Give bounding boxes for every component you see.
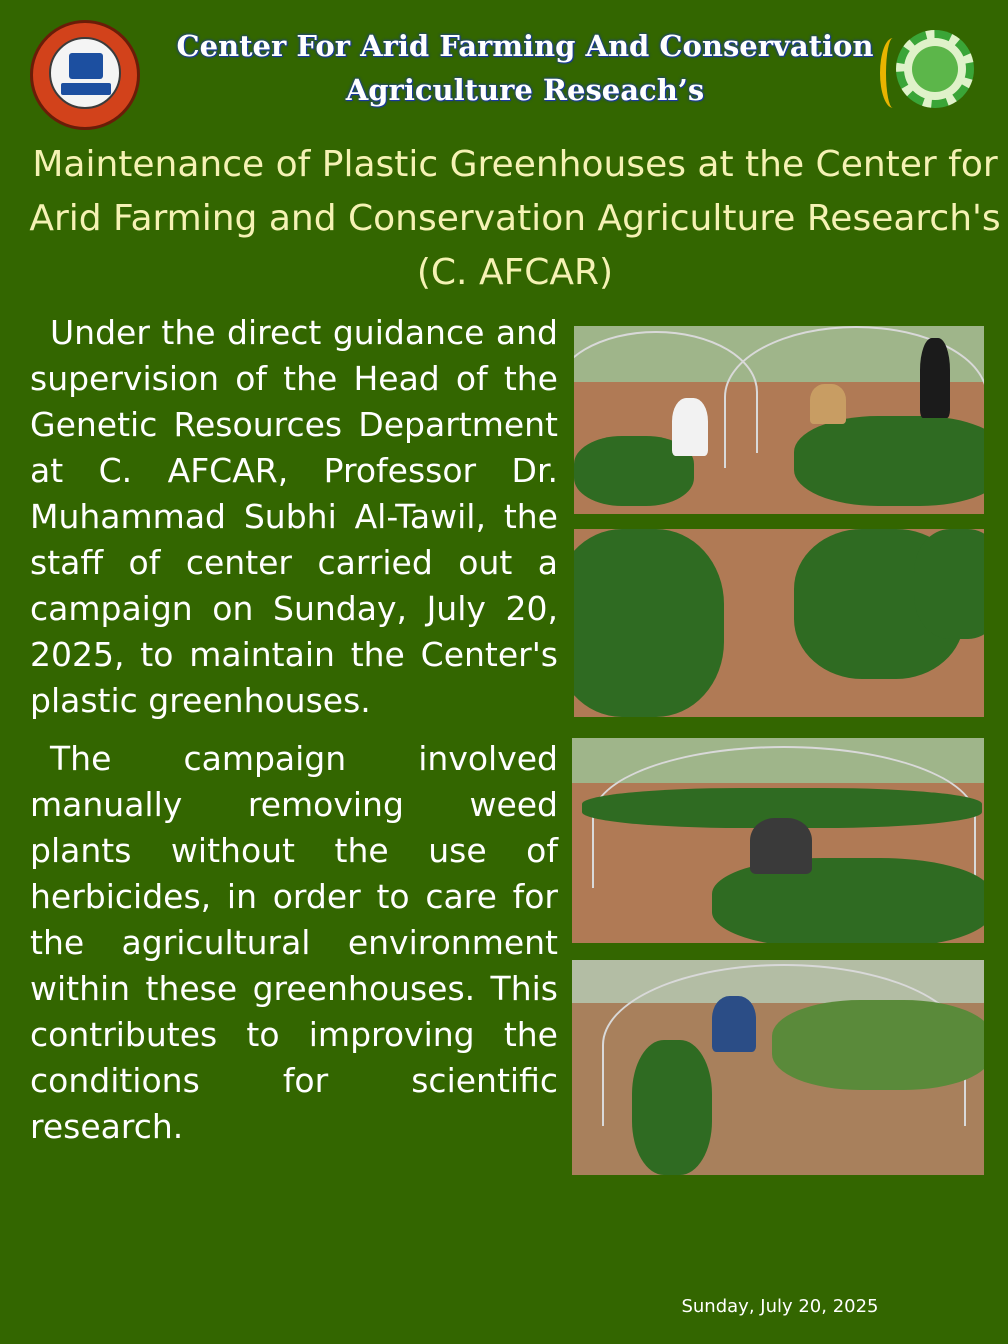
paragraph-1: Under the direct guidance and supervision of the Head of the Genetic Resources Department at C. AFCAR, Professor Dr. Muhammad Subhi Al-Tawil, the staff of center carried out a campaign on Sunday, July 20, 2025, to maintain the Center's plastic greenhouses. <box>30 313 558 720</box>
worker-figure <box>672 398 708 456</box>
organization-title-line1: Center For Arid Farming And Conservation <box>176 29 874 63</box>
university-logo-icon <box>30 20 140 130</box>
logo-inner <box>49 37 121 109</box>
map-icon <box>912 46 958 92</box>
greenhouse-photo-1 <box>574 326 984 514</box>
greenhouse-photo-2 <box>574 529 984 717</box>
book-icon <box>69 53 103 79</box>
greenhouse-photo-3 <box>572 738 984 943</box>
article-body <box>30 310 558 1162</box>
worker-figure <box>920 338 950 418</box>
footer-date: Sunday, July 20, 2025 <box>681 1296 879 1317</box>
greenhouse-photo-4 <box>572 960 984 1175</box>
page-headline: Maintenance of Plastic Greenhouses at the Center for Arid Farming and Conservation Agriculture Research's (C. AFCAR) <box>29 144 1001 293</box>
organization-title <box>150 24 900 112</box>
worker-figure <box>810 384 846 424</box>
logo-base-shape <box>61 83 111 95</box>
organization-title-line2: Agriculture Reseach’s <box>345 73 705 107</box>
worker-figure <box>750 818 812 874</box>
c-afcar-logo-icon <box>876 20 986 128</box>
worker-figure <box>712 996 756 1052</box>
paragraph-2: The campaign involved manually removing weed plants without the use of herbicides, in order to care for the agricultural environment within these greenhouses. This contributes to improving the conditions for scientific research. <box>30 739 558 1146</box>
